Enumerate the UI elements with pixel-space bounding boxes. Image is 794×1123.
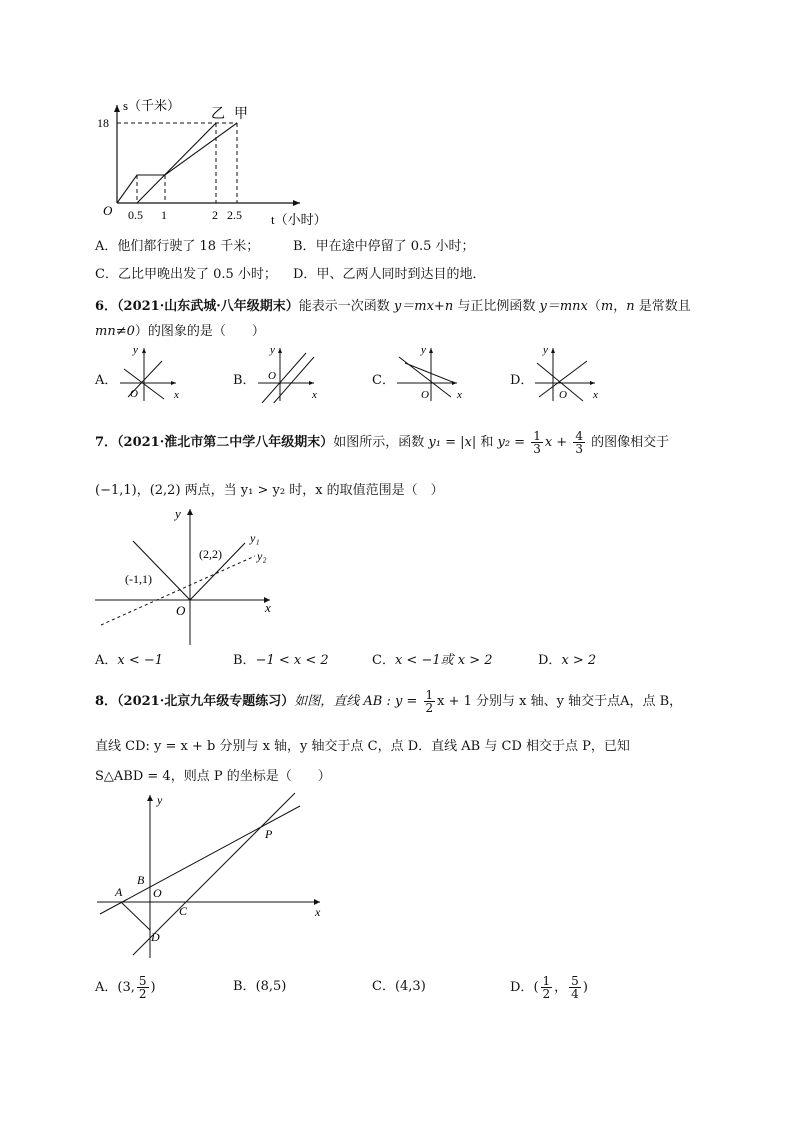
svg-text:C: C: [179, 904, 188, 918]
q7-option-a: A．x < −1: [95, 653, 164, 668]
q7-option-d: D．x > 2: [538, 653, 597, 668]
q8-stem-line2: 直线 CD: y = x + b 分别与 x 轴，y 轴交于点 C，点 D．直线 AB 与 CD 相交于点 P，已知: [95, 739, 630, 754]
q7-option-b: B．−1 < x < 2: [233, 653, 329, 668]
svg-text:x: x: [174, 389, 179, 401]
q5-option-b: B．甲在途中停留了 0.5 小时；: [293, 239, 475, 254]
q8-option-c: C．(4,3): [372, 979, 426, 994]
q7-graph: [95, 505, 285, 645]
svg-text:O: O: [559, 389, 567, 401]
q8-option-d: D．( $\frac{1}{2}$ ， $\frac{5}{4}$ ): [510, 974, 588, 1001]
fig1-x-label: t（小时）: [271, 212, 327, 227]
svg-text:y: y: [157, 793, 163, 807]
svg-text:O: O: [153, 886, 162, 900]
svg-text:y: y: [175, 506, 181, 521]
fig1-label-yi: 乙: [211, 107, 225, 122]
q6-option-a-graph: [118, 343, 188, 403]
svg-text:O: O: [268, 370, 276, 382]
q8-option-a: A．(3, $\frac{5}{2}$ ): [95, 974, 156, 1001]
svg-text:B: B: [137, 873, 145, 887]
svg-text:y: y: [133, 344, 138, 356]
svg-text:x: x: [312, 389, 317, 401]
fig1-x-tick-2: 2: [212, 208, 218, 222]
fig1-y-tick: 18: [97, 116, 109, 130]
q8-stem-line3: S△ABD = 4，则点 P 的坐标是（ ）: [95, 769, 331, 784]
q5-option-d: D．甲、乙两人同时到达目的地．: [293, 267, 486, 282]
fig1-origin: O: [103, 203, 113, 218]
q6-option-d-label: D．: [510, 373, 534, 388]
fig1-y-label: s（千米）: [123, 98, 181, 113]
q5-option-a: A．他们都行驶了 18 千米；: [95, 239, 260, 254]
svg-text:x: x: [265, 600, 271, 615]
svg-text:y: y: [421, 344, 426, 356]
svg-text:O: O: [176, 603, 186, 618]
q8-stem-line1: 8．（2021·北京九年级专题练习）如图，直线 AB : y = $\frac{1}{2}$ x + 1 分别与 x 轴、y 轴交于点A，点 B，: [95, 688, 683, 715]
svg-text:x: x: [457, 389, 462, 401]
fraction-one-half: $\frac{1}{2}$: [425, 688, 434, 715]
q8-option-b: B．(8,5): [233, 979, 287, 994]
svg-text:y₁: y₁: [250, 531, 260, 545]
q5-option-c: C．乙比甲晚出发了 0.5 小时；: [95, 267, 277, 282]
q7-stem-line1: 7．（2021·淮北市第二中学八年级期末）如图所示，函数 y₁ = |x| 和 y₂ = $\frac{1}{3}$ x + $\frac{4}{3}$ 的图像相交于: [95, 429, 670, 456]
svg-text:O: O: [130, 388, 138, 400]
fig1-label-jia: 甲: [234, 107, 248, 122]
svg-text:y: y: [543, 344, 548, 356]
q6-option-c-graph: [395, 343, 470, 403]
svg-text:(2,2): (2,2): [199, 547, 222, 561]
fig1-x-tick-0-5: 0.5: [128, 208, 143, 222]
distance-time-graph: [95, 95, 355, 230]
svg-text:D: D: [151, 930, 160, 944]
fig1-x-tick-1: 1: [161, 208, 167, 222]
q6-option-b-graph: [256, 343, 326, 403]
q6-stem-line1: 6．（2021·山东武城·八年级期末）能表示一次函数 y＝mx+n 与正比例函数 y＝mnx（m，n 是常数且: [95, 299, 691, 314]
svg-text:P: P: [265, 827, 273, 841]
svg-text:y₂: y₂: [257, 549, 267, 563]
svg-text:A: A: [115, 885, 123, 899]
svg-text:O: O: [421, 389, 429, 401]
q6-option-d-graph: [533, 343, 608, 403]
q6-stem-line2: mn≠0）的图象的是（ ）: [95, 324, 265, 339]
q6-option-b-label: B．: [233, 373, 256, 388]
q6-option-a-label: A．: [95, 373, 118, 388]
q7-stem-line2: (−1,1)，(2,2) 两点，当 y₁ > y₂ 时，x 的取值范围是（ ）: [95, 483, 444, 498]
fraction-four-thirds: $\frac{4}{3}$: [575, 429, 583, 456]
fig1-x-tick-2-5: 2.5: [227, 208, 242, 222]
q8-graph: [95, 790, 335, 960]
fraction-one-third: $\frac{1}{3}$: [533, 429, 541, 456]
svg-text:y: y: [270, 344, 275, 356]
svg-text:x: x: [593, 389, 598, 401]
svg-text:(-1,1): (-1,1): [125, 572, 152, 586]
svg-text:x: x: [315, 905, 321, 919]
q6-option-c-label: C．: [372, 373, 395, 388]
q7-option-c: C．x < −1或 x > 2: [372, 653, 493, 668]
